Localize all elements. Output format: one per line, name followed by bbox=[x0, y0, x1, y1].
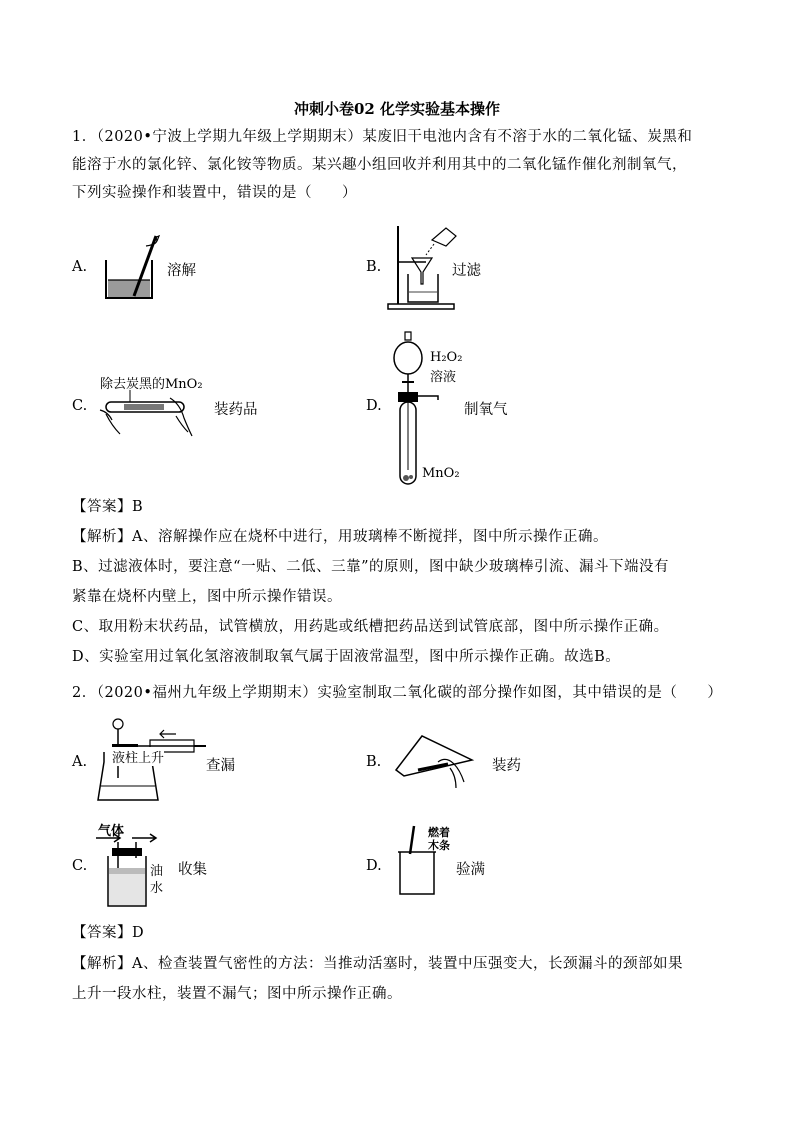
page-title: 冲刺小卷02 化学实验基本操作 bbox=[293, 100, 501, 118]
q2-stem: 2．（2020•福州九年级上学期期末）实验室制取二氧化碳的部分操作如图，其中错误的是（ ） bbox=[72, 685, 723, 701]
q2-option-b-letter: B. bbox=[366, 754, 382, 770]
q1-option-d-caption: 制氧气 bbox=[464, 402, 508, 418]
q1-option-c-letter: C. bbox=[72, 398, 88, 414]
q2-option-d-letter: D. bbox=[366, 858, 382, 874]
q2-figure-c-water-label: 水 bbox=[150, 881, 164, 896]
q1-option-a-caption: 溶解 bbox=[167, 263, 196, 279]
q1-stem bbox=[72, 123, 722, 207]
q2-figure-a-label: 液柱上升 bbox=[112, 747, 164, 766]
q1-figure-c-load-reagent bbox=[100, 388, 200, 438]
q2-analysis-line: 【解析】A、检查装置气密性的方法：当推动活塞时，装置中压强变大，长颈漏斗的颈部如果 bbox=[72, 956, 683, 972]
q2-option-b-caption: 装药 bbox=[492, 758, 521, 774]
q1-option-c-caption: 装药品 bbox=[214, 402, 258, 418]
q1-stem-line: 下列实验操作和装置中，错误的是（ ） bbox=[72, 185, 357, 201]
q1-analysis-line: 【解析】A、溶解操作应在烧杯中进行，用玻璃棒不断搅拌，图中所示操作正确。 bbox=[72, 529, 608, 545]
q1-figure-c-label: 除去炭黑的MnO₂ bbox=[100, 377, 203, 392]
q2-figure-d-label-stick: 木条 bbox=[428, 839, 450, 852]
q2-figure-c-oil-label: 油 bbox=[150, 864, 164, 879]
q1-figure-a-dissolve bbox=[100, 232, 170, 302]
q2-analysis-line: 上升一段水柱，装置不漏气；图中所示操作正确。 bbox=[72, 986, 402, 1002]
q1-analysis-line: B、过滤液体时，要注意“一贴、二低、三靠”的原则，图中缺少玻璃棒引流、漏斗下端没有 bbox=[72, 559, 669, 575]
q2-option-c-caption: 收集 bbox=[178, 862, 207, 878]
q1-option-d-letter: D. bbox=[366, 398, 382, 414]
q2-option-a-caption: 查漏 bbox=[206, 758, 235, 774]
q1-stem-line: 能溶于水的氯化锌、氯化铵等物质。某兴趣小组回收并利用其中的二氧化锰作催化剂制氧气， bbox=[72, 157, 687, 173]
q1-analysis-line: D、实验室用过氧化氢溶液制取氧气属于固液常温型，图中所示操作正确。故选B。 bbox=[72, 649, 621, 665]
q1-analysis bbox=[72, 523, 722, 671]
q1-answer: 【答案】B bbox=[72, 499, 144, 515]
q2-figure-b-load-reagent bbox=[392, 732, 482, 794]
q2-figure-d-label-burning: 燃着 bbox=[428, 826, 450, 839]
q2-option-c-letter: C. bbox=[72, 858, 88, 874]
q1-analysis-line: C、取用粉末状药品，试管横放，用药匙或纸槽把药品送到试管底部，图中所示操作正确。 bbox=[72, 619, 669, 635]
q1-option-b-caption: 过滤 bbox=[452, 263, 481, 279]
q2-analysis bbox=[72, 950, 732, 1008]
q2-option-d-caption: 验满 bbox=[456, 862, 485, 878]
q1-option-a-letter: A. bbox=[72, 259, 88, 275]
q2-answer: 【答案】D bbox=[72, 925, 145, 941]
q1-stem-line: 1．（2020•宁波上学期九年级上学期期末）某废旧干电池内含有不溶于水的二氧化锰、炭黑和 bbox=[72, 129, 693, 145]
q1-analysis-line: 紧靠在烧杯内壁上，图中所示操作错误。 bbox=[72, 589, 342, 605]
q1-figure-d-label-solution: 溶液 bbox=[430, 370, 457, 385]
q1-option-b-letter: B. bbox=[366, 259, 382, 275]
q2-option-a-letter: A. bbox=[72, 754, 88, 770]
q2-figure-c-gas-label: 气体 bbox=[98, 824, 125, 839]
q1-figure-d-label-mno2: MnO₂ bbox=[422, 466, 460, 481]
q1-figure-d-label-h2o2: H₂O₂ bbox=[430, 350, 463, 365]
